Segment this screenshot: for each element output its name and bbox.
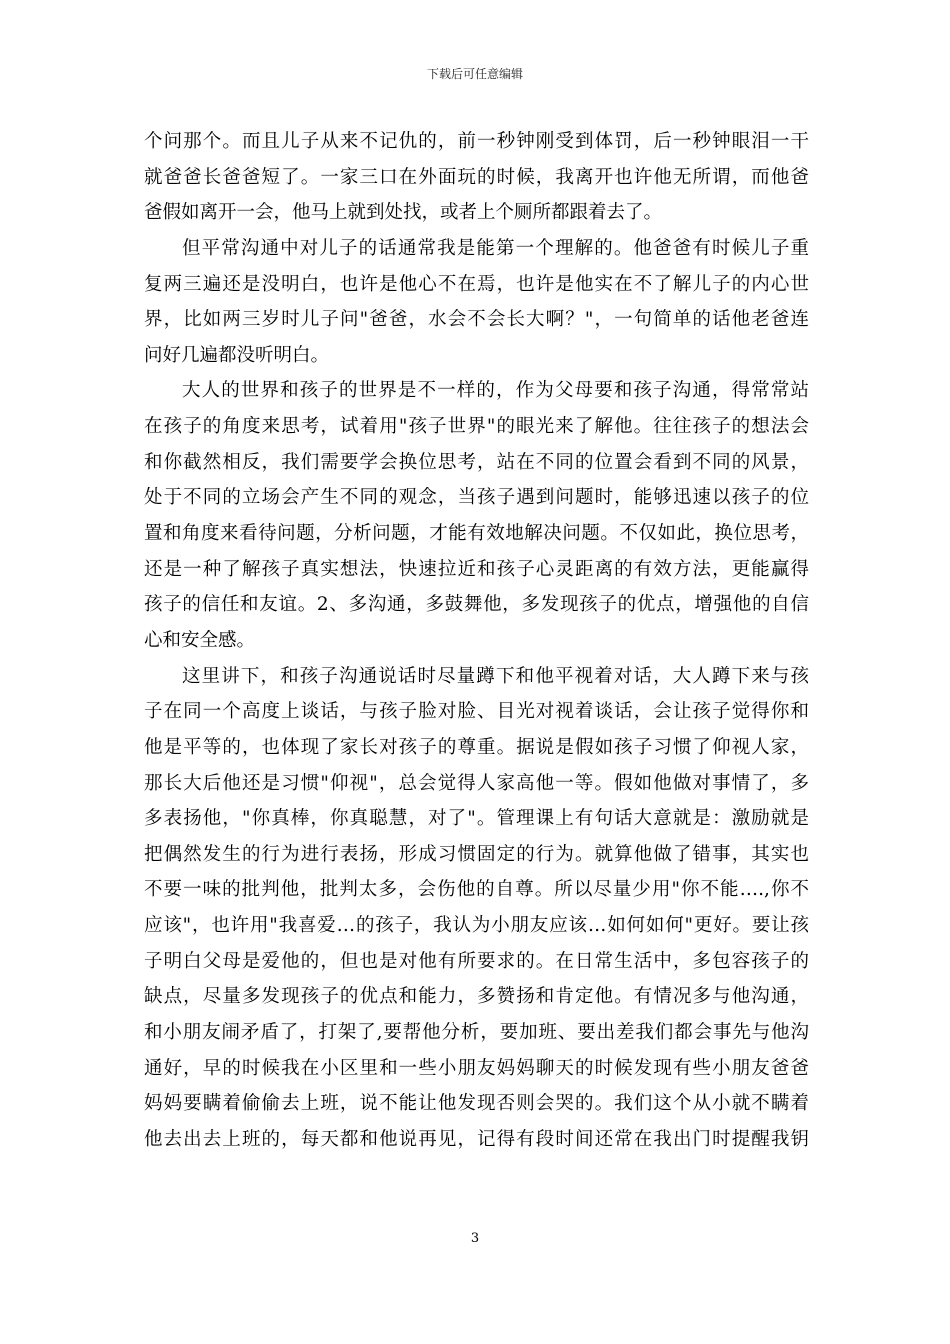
text-line: 处于不同的立场会产生不同的观念，当孩子遇到问题时，能够迅速以孩子的位 <box>144 487 809 509</box>
text-line: 界，比如两三岁时儿子问"爸爸，水会不会长大啊？"，一句简单的话他老爸连 <box>144 309 809 331</box>
text-line: 子在同一个高度上谈话，与孩子脸对脸、目光对视着谈话，会让孩子觉得你和 <box>144 701 809 723</box>
text-line: 应该"，也许用"我喜爱…的孩子，我认为小朋友应该…如何如何"更好。要让孩 <box>144 915 809 937</box>
page-number: 3 <box>470 1231 480 1246</box>
page-header: 下载后可任意编辑 <box>426 67 523 81</box>
text-line: 复两三遍还是没明白，也许是他心不在焉，也许是他实在不了解儿子的内心世 <box>144 273 809 295</box>
text-line: 心和安全感。 <box>144 629 256 651</box>
text-line: 他去出去上班的，每天都和他说再见，记得有段时间还常在我出门时提醒我钥 <box>144 1128 809 1150</box>
text-line: 但平常沟通中对儿子的话通常我是能第一个理解的。他爸爸有时候儿子重 <box>182 237 809 259</box>
text-line: 不要一味的批判他，批判太多，会伤他的自尊。所以尽量少用"你不能….,你不 <box>144 879 809 901</box>
text-line: 妈妈要瞒着偷偷去上班，说不能让他发现否则会哭的。我们这个从小就不瞒着 <box>144 1093 809 1115</box>
text-line: 和小朋友闹矛盾了，打架了,要帮他分析，要加班、要出差我们都会事先与他沟 <box>144 1022 809 1044</box>
text-line: 和你截然相反，我们需要学会换位思考，站在不同的位置会看到不同的风景， <box>144 451 809 473</box>
text-line: 那长大后他还是习惯"仰视"，总会觉得人家高他一等。假如他做对事情了，多 <box>144 772 809 794</box>
text-line: 多表扬他，"你真棒，你真聪慧，对了"。管理课上有句话大意就是：激励就是 <box>144 808 809 830</box>
text-line: 还是一种了解孩子真实想法，快速拉近和孩子心灵距离的有效方法，更能赢得 <box>144 558 809 580</box>
document-body <box>144 124 809 1158</box>
text-line: 在孩子的角度来思考，试着用"孩子世界"的眼光来了解他。往往孩子的想法会 <box>144 416 809 438</box>
text-line: 就爸爸长爸爸短了。一家三口在外面玩的时候，我离开也许他无所谓，而他爸 <box>144 166 809 188</box>
text-line: 孩子的信任和友谊。2、多沟通，多鼓舞他，多发现孩子的优点，增强他的自信 <box>144 594 809 616</box>
text-line: 缺点，尽量多发现孩子的优点和能力，多赞扬和肯定他。有情况多与他沟通， <box>144 986 809 1008</box>
text-line: 个问那个。而且儿子从来不记仇的，前一秒钟刚受到体罚，后一秒钟眼泪一干 <box>144 131 809 152</box>
text-line: 问好几遍都没听明白。 <box>144 344 330 366</box>
text-line: 置和角度来看待问题，分析问题，才能有效地解决问题。不仅如此，换位思考， <box>144 523 809 545</box>
text-line: 通好，早的时候我在小区里和一些小朋友妈妈聊天的时候发现有些小朋友爸爸 <box>144 1057 809 1079</box>
text-line: 他是平等的，也体现了家长对孩子的尊重。据说是假如孩子习惯了仰视人家， <box>144 736 809 758</box>
text-line: 爸假如离开一会，他马上就到处找，或者上个厕所都跟着去了。 <box>144 202 663 224</box>
text-line: 大人的世界和孩子的世界是不一样的，作为父母要和孩子沟通，得常常站 <box>182 380 809 402</box>
text-line: 把偶然发生的行为进行表扬，形成习惯固定的行为。就算他做了错事，其实也 <box>144 843 809 865</box>
text-line: 这里讲下，和孩子沟通说话时尽量蹲下和他平视着对话，大人蹲下来与孩 <box>182 665 809 687</box>
text-line: 子明白父母是爱他的，但也是对他有所要求的。在日常生活中，多包容孩子的 <box>144 950 809 972</box>
